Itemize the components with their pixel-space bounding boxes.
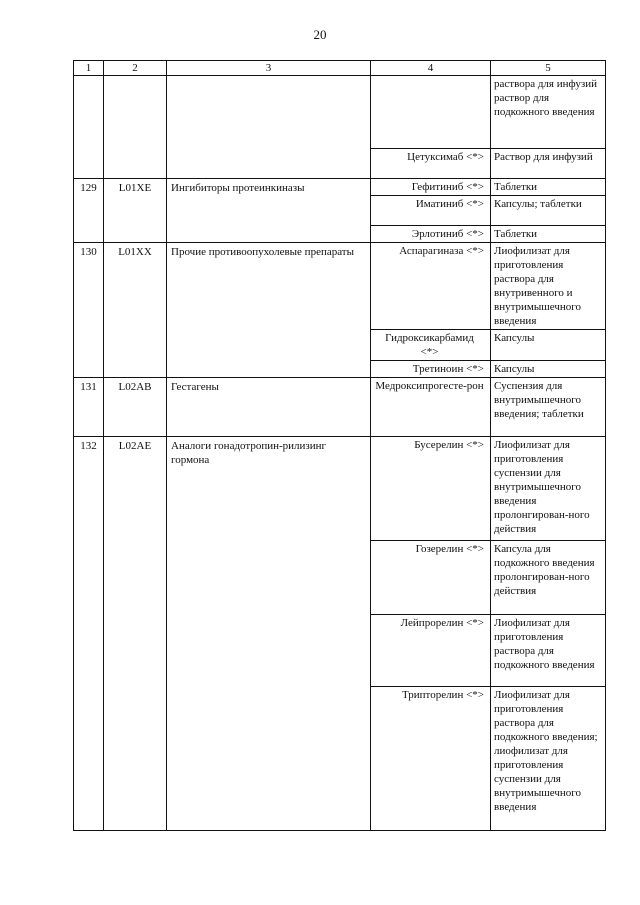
cell-form: Капсула для подкожного введения пролонгирован-ного действия — [491, 541, 606, 615]
cell-number: 129 — [74, 179, 104, 243]
cell-form: Лиофилизат для приготовления суспензии для внутримышечного введения пролонгирован-ного действия — [491, 437, 606, 541]
cell-drug: Аспарагиназа <*> — [371, 243, 491, 330]
cell-code: L02AB — [104, 378, 167, 437]
cell-drug: Гидроксикарбамид <*> — [371, 330, 491, 361]
header-col-1: 1 — [74, 61, 104, 76]
header-col-2: 2 — [104, 61, 167, 76]
cell-group — [167, 76, 371, 179]
cell-group: Аналоги гонадотропин-рилизинг гормона — [167, 437, 371, 831]
cell-drug — [371, 76, 491, 149]
cell-group: Гестагены — [167, 378, 371, 437]
cell-number — [74, 76, 104, 179]
cell-code: L01XX — [104, 243, 167, 378]
cell-drug: Иматиниб <*> — [371, 196, 491, 226]
cell-code: L01XE — [104, 179, 167, 243]
cell-drug: Третиноин <*> — [371, 361, 491, 378]
cell-group: Ингибиторы протеинкиназы — [167, 179, 371, 243]
cell-form: Раствор для инфузий — [491, 149, 606, 179]
cell-drug: Трипторелин <*> — [371, 687, 491, 831]
cell-form: Капсулы — [491, 330, 606, 361]
table-row — [74, 243, 606, 330]
cell-drug: Гозерелин <*> — [371, 541, 491, 615]
cell-form: Лиофилизат для приготовления раствора для подкожного введения; лиофилизат для приготовления суспензии для внутримышечного введения — [491, 687, 606, 831]
cell-form: Лиофилизат для приготовления раствора для подкожного введения — [491, 615, 606, 687]
header-col-5: 5 — [491, 61, 606, 76]
table-row — [74, 76, 606, 149]
cell-form: раствора для инфузий раствор для подкожного введения — [491, 76, 606, 149]
cell-drug: Лейпрорелин <*> — [371, 615, 491, 687]
cell-group: Прочие противоопухолевые препараты — [167, 243, 371, 378]
cell-drug: Гефитиниб <*> — [371, 179, 491, 196]
table-header-row — [74, 61, 606, 76]
table-row — [74, 437, 606, 541]
table-row — [74, 378, 606, 437]
cell-code — [104, 76, 167, 179]
cell-drug: Медроксипрогесте-рон — [371, 378, 491, 437]
cell-number: 132 — [74, 437, 104, 831]
page-number: 20 — [313, 27, 327, 42]
cell-drug: Бусерелин <*> — [371, 437, 491, 541]
cell-number: 130 — [74, 243, 104, 378]
header-col-3: 3 — [167, 61, 371, 76]
cell-form: Лиофилизат для приготовления раствора для внутривенного и внутримышечного введения — [491, 243, 606, 330]
cell-drug: Цетуксимаб <*> — [371, 149, 491, 179]
header-col-4: 4 — [371, 61, 491, 76]
cell-code: L02AE — [104, 437, 167, 831]
cell-form: Суспензия для внутримышечного введения; таблетки — [491, 378, 606, 437]
table-row — [74, 179, 606, 196]
drug-table — [73, 60, 606, 831]
cell-form: Капсулы; таблетки — [491, 196, 606, 226]
cell-form: Капсулы — [491, 361, 606, 378]
cell-form: Таблетки — [491, 226, 606, 243]
cell-drug: Эрлотиниб <*> — [371, 226, 491, 243]
cell-form: Таблетки — [491, 179, 606, 196]
cell-number: 131 — [74, 378, 104, 437]
